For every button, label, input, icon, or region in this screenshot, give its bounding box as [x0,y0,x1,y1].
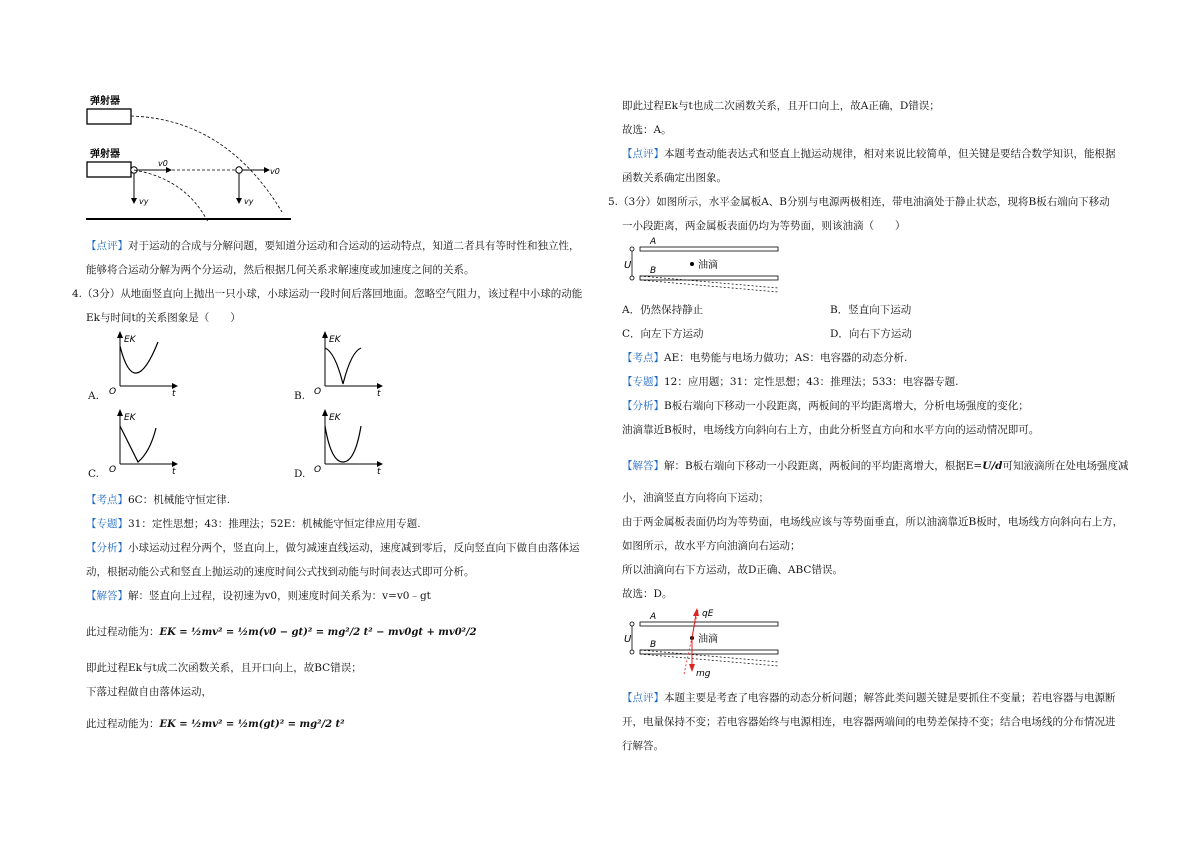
graph-option-a [106,330,186,396]
r-review2-3: 行解答。 [622,740,664,752]
svg-text:O: O [109,465,117,474]
svg-text:弹射器: 弹射器 [90,96,120,107]
question-4-line-2: Ek与时间t的关系图象是（ ） [86,312,241,324]
capacitor-force-figure [624,604,784,680]
svg-text:t: t [377,389,381,396]
svg-text:B: B [650,640,657,650]
option-a-label[interactable]: A. [88,390,99,402]
svg-text:O: O [314,465,322,474]
fenxi-line-2: 动，根据动能公式和竖直上抛运动的速度时间公式找到动能与时间表达式即可分析。 [86,566,475,578]
r-line-2: 故选：A。 [622,124,672,136]
kaodian-line: 【 考点 】 6C：机械能守恒定律. [86,492,230,507]
r-zhuanti: 【 专题 】 12：应用题；31：定性思想；43：推理法；533：电容器专题. [622,374,958,389]
option-b-label[interactable]: B. [294,390,306,402]
r-line-1: 即此过程Ek与t也成二次函数关系，且开口向上，故A正确，D错误； [622,100,940,112]
svg-text:t: t [172,389,176,396]
svg-text:EK: EK [329,413,341,423]
r-review-2: 函数关系确定出图象。 [622,172,727,184]
question-5: 5.（3分）如图所示，水平金属板A、B分别与电源两极相连，带电油滴处于静止状态，现将B板右端向下移动 [608,196,1110,208]
graph-option-b [311,330,391,396]
graph-option-c [106,408,186,474]
r-fenxi-1: 【 分析 】 B板右端向下移动一小段距离，两板间的平均距离增大，分析电场强度的变化； [622,398,1029,413]
option-d[interactable]: D．向右下方运动 [830,328,912,340]
svg-text:O: O [314,387,322,396]
option-c-label[interactable]: C. [88,468,99,480]
option-a[interactable]: A．仍然保持静止 [622,304,704,316]
question-5-line-2: 一小段距离，两金属板表面仍均为等势面，则该油滴（ ） [622,220,906,232]
r-jieda-3: 由于两金属板表面仍均为等势面，电场线应该与等势面垂直，所以油滴靠近B板时，电场线方向斜向右上方， [622,516,1124,528]
r-review2-2: 开，电量保持不变；若电容器始终与电源相连，电容器两端间的电势差保持不变；结合电场线的分布情况进 [622,716,1116,728]
review-line-1: 【 点评 】 对于运动的合成与分解问题，要知道分运动和合运动的运动特点，知道二者具有等时性和独立性， [86,238,580,253]
r-jieda-6: 故选：D。 [622,588,673,600]
svg-text:EK: EK [124,335,136,345]
r-jieda-2: 小，油滴竖直方向将向下运动； [622,492,769,504]
svg-text:v0: v0 [158,159,168,168]
r-jieda-4: 如图所示，故水平方向油滴向右运动； [622,540,801,552]
question-4: 4.（3分）从地面竖直向上抛出一只小球，小球运动一段时间后落回地面。忽略空气阻力，该过程中小球的动能 [72,288,583,300]
zhuanti-line: 【 专题 】 31：定性思想；43：推理法；52E：机械能守恒定律应用专题. [86,516,421,531]
r-fenxi-2: 油滴靠近B板时，电场线方向斜向右上方，由此分析竖直方向和水平方向的运动情况即可。 [622,424,1040,436]
svg-text:vy: vy [244,197,254,206]
r-kaodian: 【 考点 】 AE：电势能与电场力做功；AS：电容器的动态分析. [622,350,907,365]
svg-text:qE: qE [702,609,714,619]
svg-text:A: A [650,612,657,622]
option-c[interactable]: C．向左下方运动 [622,328,704,340]
projectile-figure [86,94,296,224]
jieda-line-4: 下落过程做自由落体运动， [86,686,212,698]
r-review-1: 【 点评 】 本题考查动能表达式和竖直上抛运动规律，相对来说比较简单，但关键是要结合数学知识，能根据 [622,146,1116,161]
graph-option-d [311,408,391,474]
option-b[interactable]: B．竖直向下运动 [830,304,912,316]
svg-text:油滴: 油滴 [698,260,718,271]
jieda-line-1: 【 解答 】 解：竖直向上过程，设初速为v0，则速度时间关系为：v=v0﹣gt [86,588,431,603]
svg-text:vy: vy [139,197,149,206]
option-d-label[interactable]: D. [294,468,306,480]
svg-text:U: U [624,634,632,645]
formula-1: EK = ½mv² = ½m(v0 − gt)² = mg²/2 t² − mv0gt + mv0²/2 [159,627,477,638]
review-line-2: 能够将合运动分解为两个分运动，然后根据几何关系求解速度或加速度之间的关系。 [86,264,475,276]
r-jieda-5: 所以油滴向右下方运动，故D正确、ABC错误。 [622,564,843,576]
svg-text:O: O [109,387,117,396]
jieda-line-5: 此过程动能为：EK = ½mv² = ½m(gt)² = mg²/2 t² [86,718,345,730]
jieda-line-2: 此过程动能为：EK = ½mv² = ½m(v0 − gt)² = mg²/2 t² − mv0gt + mv0²/2 [86,626,477,638]
r-jieda-1: 【 解答 】 解：B板右端向下移动一小段距离，两板间的平均距离增大，根据E=U/d可知液滴所在处电场强度减 [622,458,1129,473]
svg-text:B: B [650,266,657,276]
svg-text:v0: v0 [270,167,280,176]
fenxi-line-1: 【 分析 】 小球运动过程分两个，竖直向上，做匀减速直线运动，速度减到零后，反向竖直向下做自由落体运 [86,540,580,555]
svg-text:t: t [377,467,381,474]
capacitor-figure [624,234,784,294]
svg-text:EK: EK [124,413,136,423]
svg-text:U: U [624,260,632,271]
r-review2-1: 【 点评 】 本题主要是考查了电容器的动态分析问题；解答此类问题关键是要抓住不变量；若电容器与电源断 [622,690,1116,705]
svg-text:t: t [172,467,176,474]
formula-2: EK = ½mv² = ½m(gt)² = mg²/2 t² [159,719,345,730]
svg-text:EK: EK [329,335,341,345]
svg-text:油滴: 油滴 [698,634,718,645]
svg-text:mg: mg [696,669,711,679]
jieda-line-3: 即此过程Ek与t成二次函数关系，且开口向上，故BC错误； [86,662,362,674]
svg-text:A: A [650,237,657,247]
svg-text:弹射器: 弹射器 [90,149,120,160]
